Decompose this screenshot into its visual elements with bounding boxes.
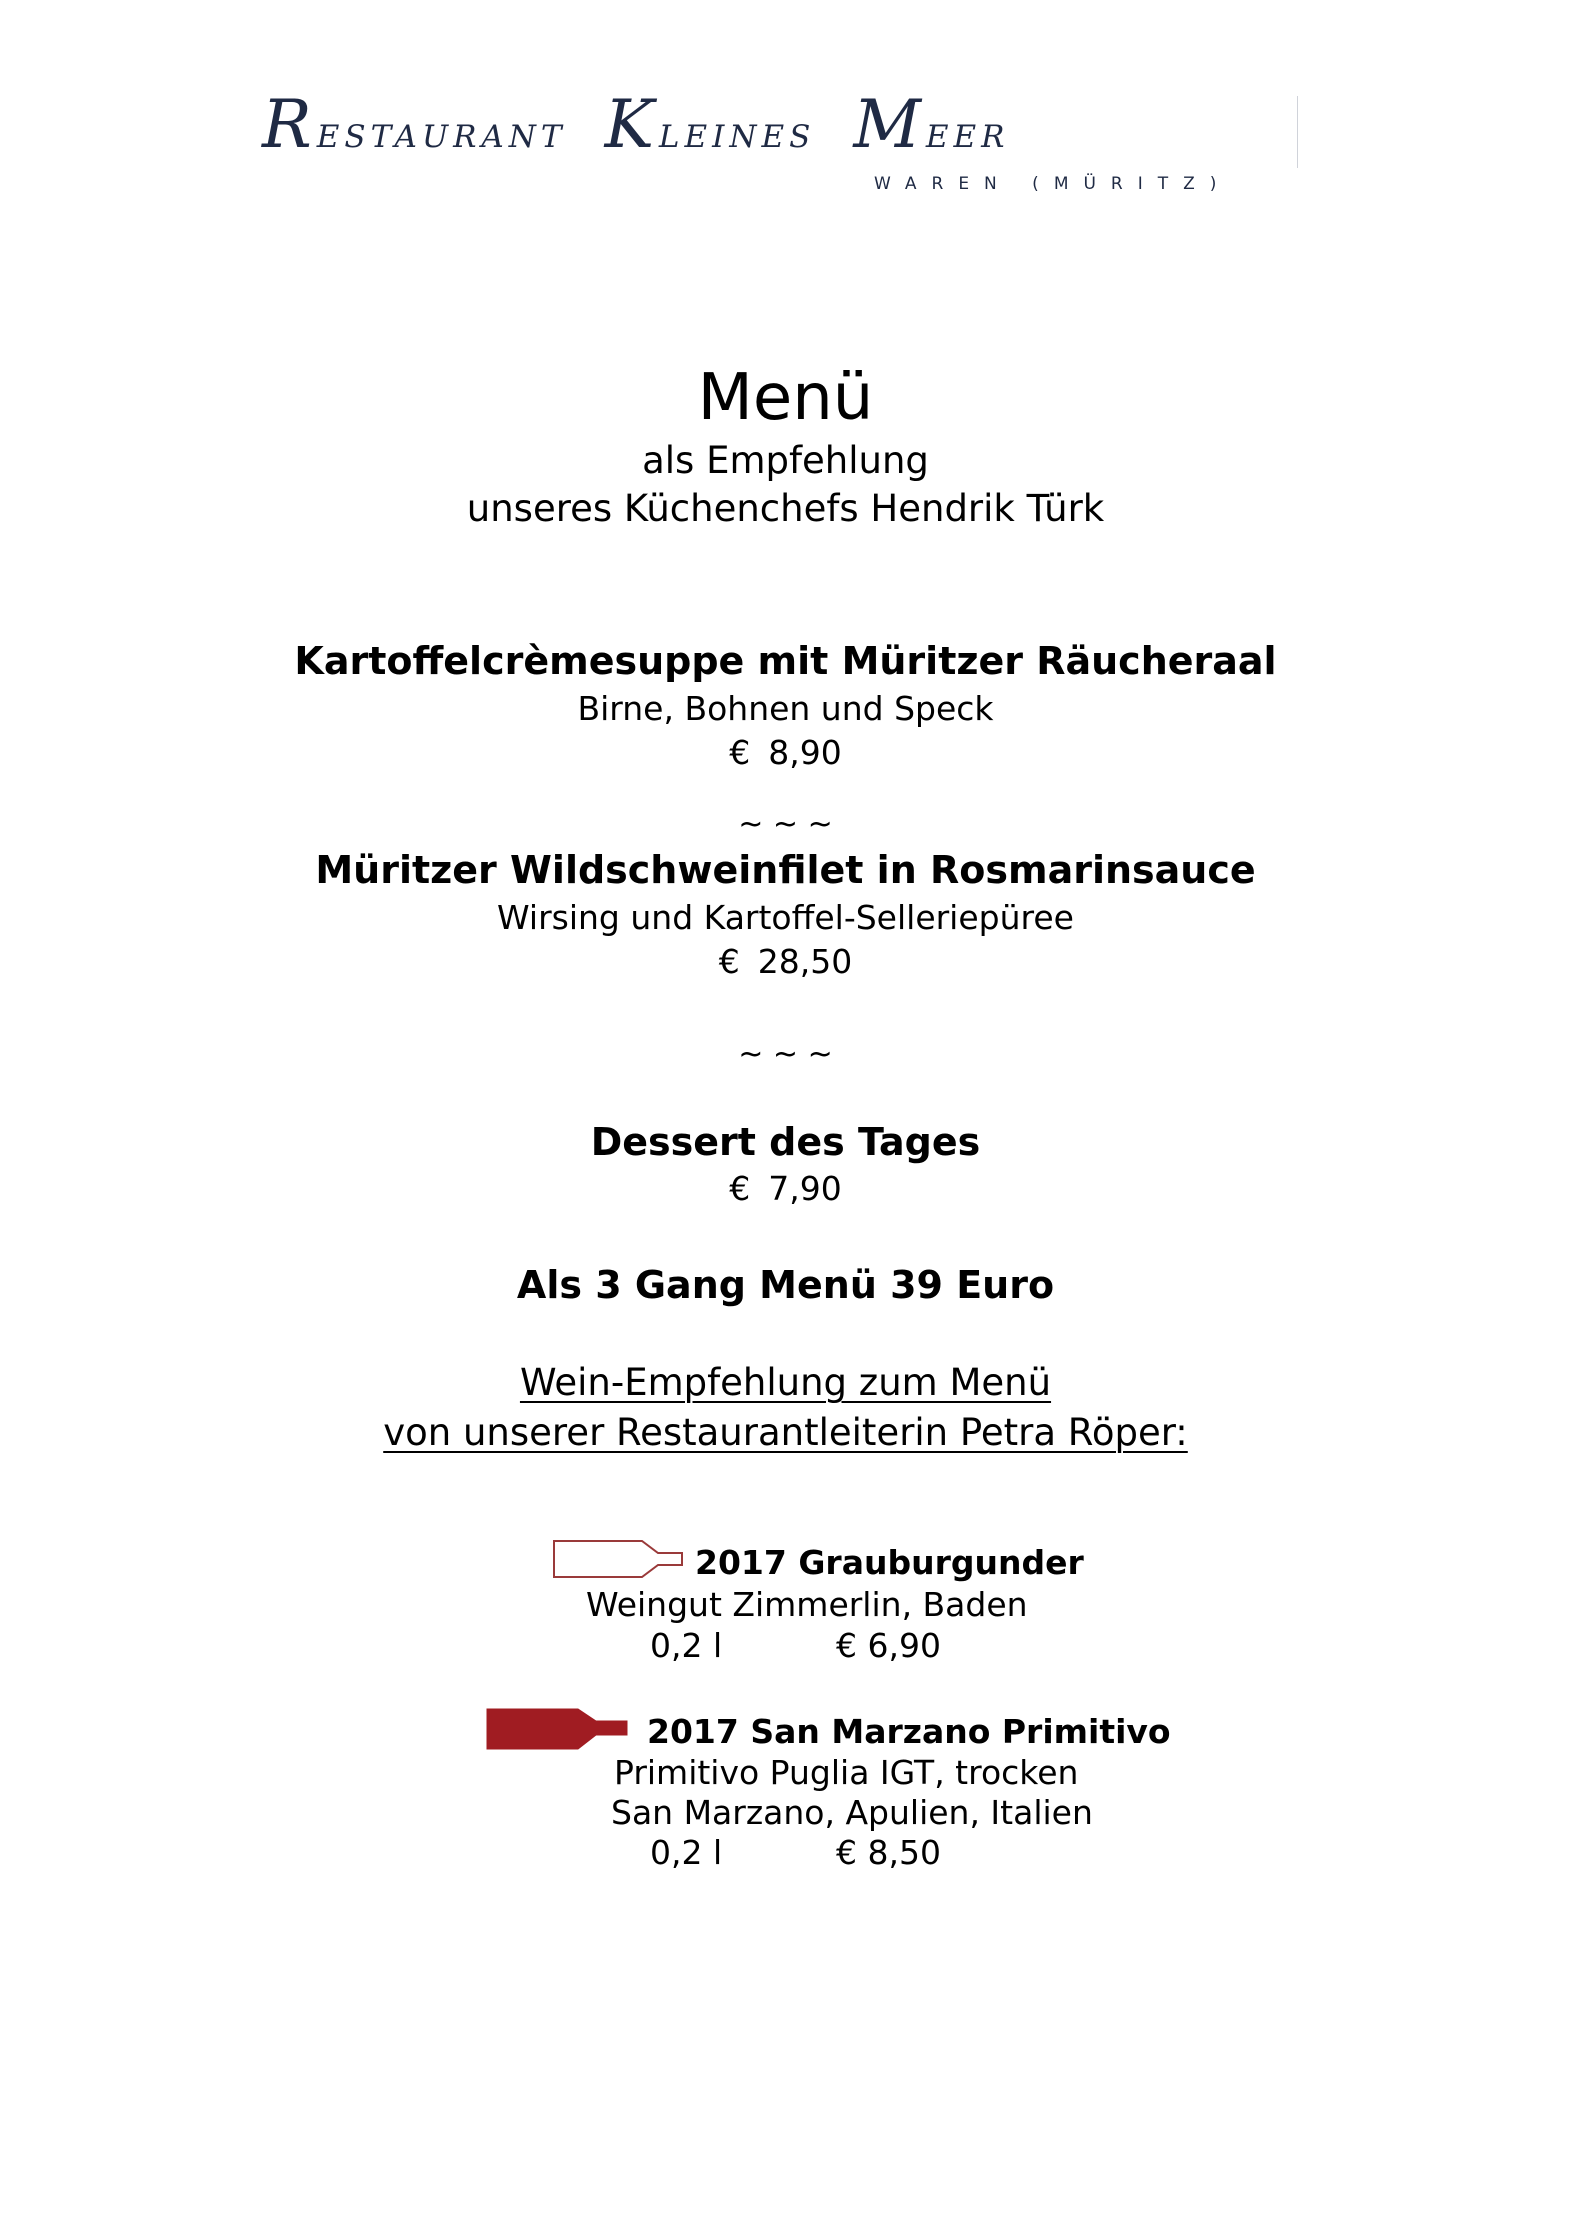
menu-offer: Als 3 Gang Menü 39 Euro: [516, 1263, 1055, 1307]
menu-title: Menü: [697, 361, 874, 435]
course-2-name: Müritzer Wildschweinfilet in Rosmarinsauce: [315, 848, 1256, 892]
course-3-amount: 7,90: [768, 1169, 842, 1208]
wine-heading-1: Wein-Empfehlung zum Menü: [519, 1361, 1052, 1404]
course-2-price: [0, 943, 1571, 981]
wine-2-detail-2: San Marzano, Apulien, Italien: [611, 1793, 1093, 1832]
course-separator-2: ~ ~ ~: [738, 1037, 833, 1072]
wine-2-name: 2017 San Marzano Primitivo: [647, 1712, 1171, 1751]
course-3-name: Dessert des Tages: [590, 1120, 981, 1164]
wine-2-volume: 0,2 l: [650, 1833, 723, 1872]
wine-2-detail-1: Primitivo Puglia IGT, trocken: [614, 1753, 1079, 1792]
red-wine-bottle-icon: [486, 1708, 628, 1750]
course-2-description: Wirsing und Kartoffel-Selleriepüree: [497, 898, 1074, 937]
course-separator-1: ~ ~ ~: [738, 807, 833, 842]
logo-divider: [1297, 96, 1298, 168]
wine-heading-2: von unserer Restaurantleiterin Petra Röper:: [383, 1411, 1188, 1454]
course-2-amount: 28,50: [757, 942, 853, 981]
menu-subtitle-1: als Empfehlung: [642, 439, 929, 482]
course-1-description: Birne, Bohnen und Speck: [577, 689, 994, 728]
white-wine-bottle-icon: [552, 1539, 684, 1579]
course-1-price: [0, 734, 1571, 772]
wine-2-price: € 8,50: [836, 1833, 941, 1872]
restaurant-logo: [262, 86, 1302, 202]
logo-wordmark: Restaurant Kleines Meer: [262, 86, 1010, 163]
wine-1-name: 2017 Grauburgunder: [695, 1543, 1084, 1582]
wine-1-volume: 0,2 l: [650, 1626, 723, 1665]
course-1-name: Kartoffelcrèmesuppe mit Müritzer Räucheraal: [294, 639, 1277, 683]
menu-subtitle-2: unseres Küchenchefs Hendrik Türk: [466, 487, 1105, 530]
wine-1-price: € 6,90: [836, 1626, 941, 1665]
course-3-price: [0, 1170, 1571, 1208]
logo-location: WAREN (MÜRITZ): [874, 174, 1232, 194]
course-3-currency: €: [729, 1169, 751, 1208]
wine-1-detail-1: Weingut Zimmerlin, Baden: [586, 1585, 1028, 1624]
course-1-amount: 8,90: [768, 733, 842, 772]
course-1-currency: €: [729, 733, 751, 772]
course-2-currency: €: [718, 942, 740, 981]
